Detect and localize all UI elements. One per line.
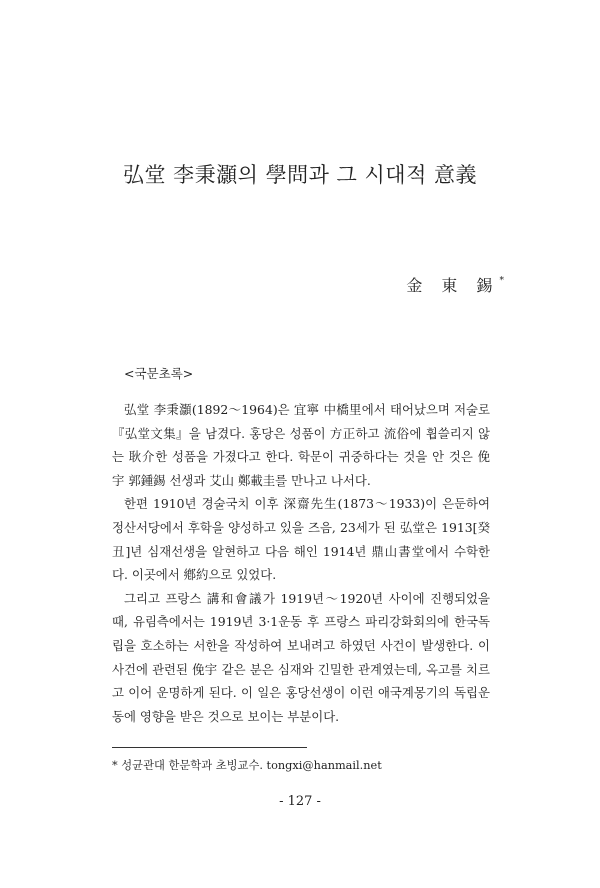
footnote-divider: [112, 747, 307, 748]
footnote: * 성균관대 한문학과 초빙교수. tongxi@hanmail.net: [112, 759, 382, 772]
abstract-paragraph-1: 弘堂 李秉灝(1892～1964)은 宜寧 中橋里에서 태어났으며 저술로 『弘堂文集』을 남겼다. 홍당은 성품이 方正하고 流俗에 휩쓸리지 않는 耿介한 성품을 가졌다고 한다. 학문이 귀중하다는 것을 안 것은 俛宇 郭鍾錫 선생과 艾山 鄭載圭를 만나고 나서다.: [112, 402, 490, 488]
author-line: [406, 273, 504, 296]
abstract-paragraph-2: 한편 1910년 경술국치 이후 深齋先生(1873～1933)이 은둔하여 정산서당에서 후학을 양성하고 있을 즈음, 23세가 된 弘堂은 1913[癸丑]년 심재선생을 알현하고 다음 해인 1914년 鼎山書堂에서 수학한다. 이곳에서 鄕約으로 있었다.: [112, 496, 490, 583]
abstract-paragraph-3: 그리고 프랑스 講和會議가 1919년～1920년 사이에 진행되었을 때, 유림측에서는 1919년 3·1운동 후 프랑스 파리강화회의에 한국독립을 호소하는 서한을 작성하여 보내려고 하였던 사건이 발생한다. 이 사건에 관련된 俛宇 같은 분은 심재와 긴밀한 관계였는데, 옥고를 치르고 이어 운명하게 된다. 이 일은 홍당선생이 이런 애국계몽기의 독립운동에 영향을 받은 것으로 보이는 부분이다.: [112, 590, 490, 724]
abstract-label: <국문초록>: [124, 366, 194, 381]
page-number: - 127 -: [279, 794, 321, 809]
author-name: 金 東 錫: [406, 276, 500, 295]
abstract-body: [112, 398, 490, 728]
paper-title: 弘堂 李秉灝의 學問과 그 시대적 意義: [122, 163, 478, 187]
author-footnote-mark: *: [499, 275, 504, 286]
